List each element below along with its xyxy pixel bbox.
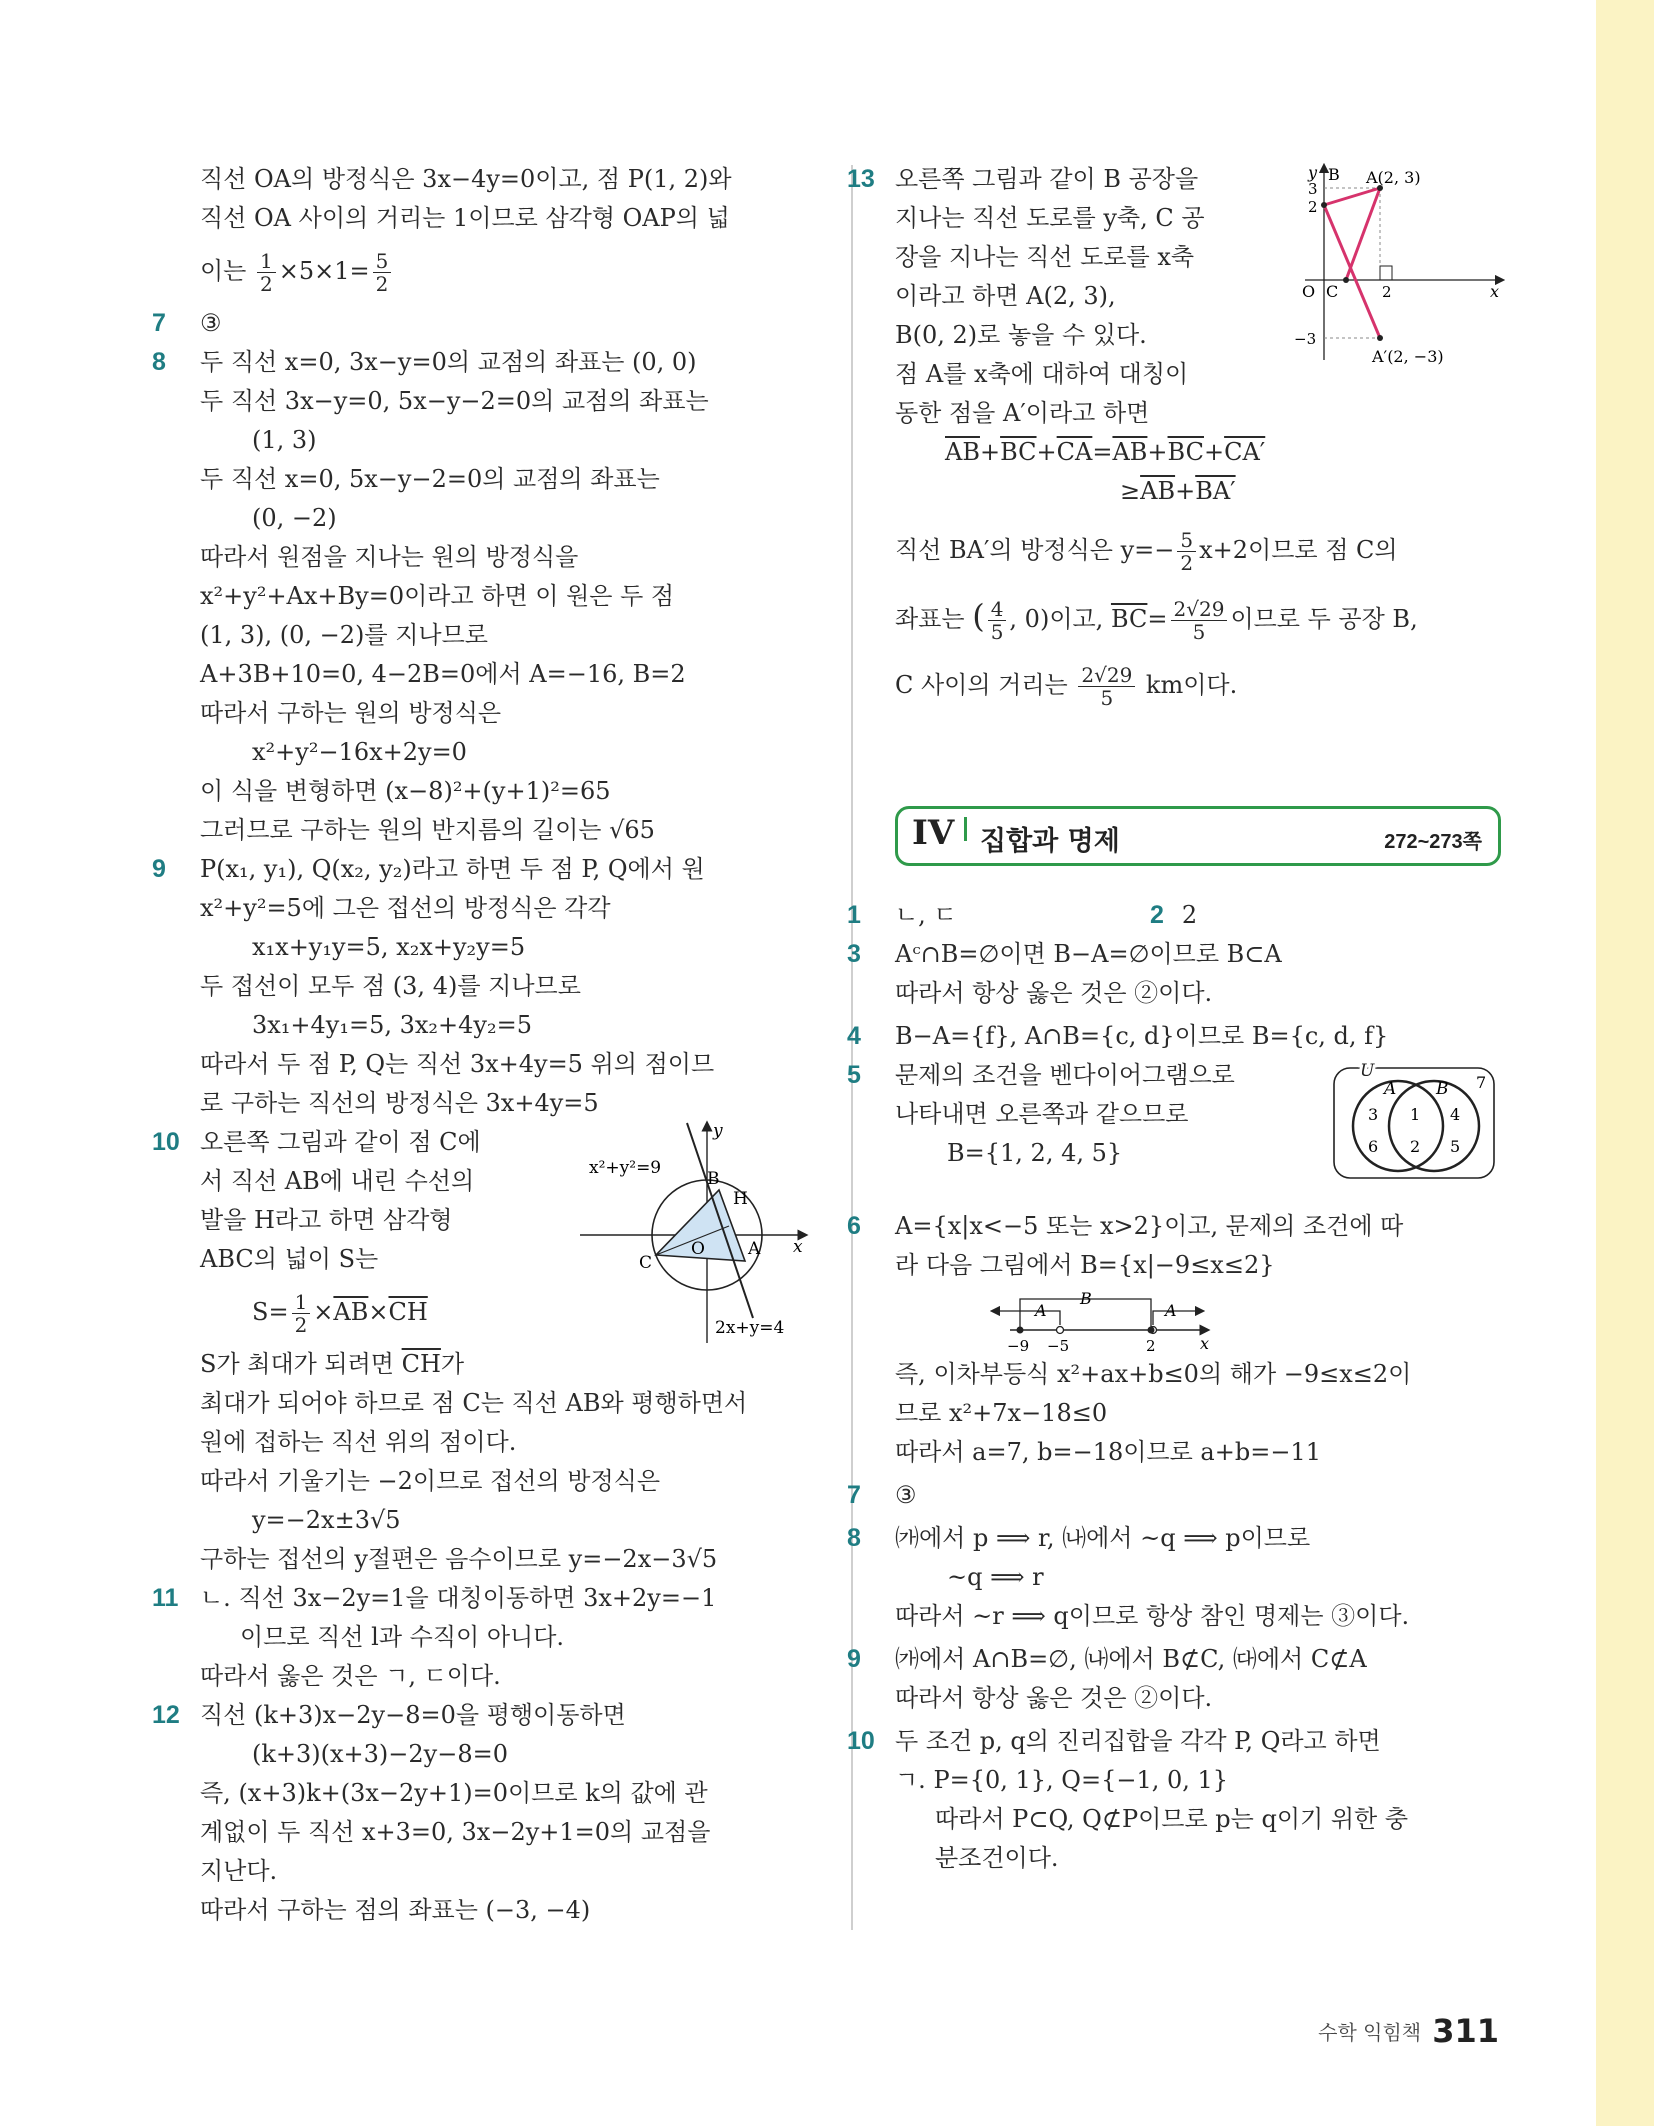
solution-text: x+2이므로 점 C의: [1199, 536, 1398, 564]
solution-line: (1, 3): [252, 426, 317, 454]
problem-number: 3: [847, 940, 861, 968]
solution-line: 원에 접하는 직선 위의 점이다.: [200, 1428, 517, 1456]
segment: $\overline{BC}$: [1167, 438, 1204, 466]
operator: +: [1147, 438, 1168, 466]
solution-line: 발을 H라고 하면 삼각형: [200, 1206, 453, 1234]
solution-line: 두 직선 x=0, 3x−y=0의 교점의 좌표는 (0, 0): [200, 348, 697, 376]
answer-s8: [847, 1519, 1505, 1636]
solution-line: B={1, 2, 4, 5}: [947, 1139, 1123, 1167]
label-a: A: [1165, 1301, 1177, 1320]
solution-line: 문제의 조건을 벤다이어그램으로: [895, 1061, 1235, 1089]
solution-line: B−A={f}, A∩B={c, d}이므로 B={c, d, f}: [895, 1022, 1389, 1050]
solution-line: 두 직선 3x−y=0, 5x−y−2=0의 교점의 좌표는: [200, 387, 709, 415]
open-point: [1057, 1327, 1064, 1334]
solution-text: 좌표는: [895, 605, 965, 633]
solution-line: 오른쪽 그림과 같이 점 C에: [200, 1128, 481, 1156]
segment: $\overline{BC}$: [1000, 438, 1037, 466]
point-b: [1321, 202, 1327, 208]
closed-point: [1017, 1327, 1024, 1334]
factory-road-figure: [1290, 160, 1510, 375]
numerator: 2√29: [1078, 664, 1135, 687]
problem-number: 10: [152, 1128, 180, 1156]
venn-element: 5: [1450, 1137, 1461, 1156]
axis-label-y: y: [1308, 163, 1318, 182]
denominator: 5: [1192, 620, 1206, 644]
set-b-circle: [1389, 1081, 1479, 1171]
condition-text: S가 최대가 되려면: [200, 1350, 402, 1378]
fraction: [292, 1291, 311, 1336]
answer-s4: [847, 1017, 1505, 1056]
solution-line: [895, 652, 1505, 718]
problem-number: 11: [152, 1584, 179, 1612]
tick-label: 2: [1308, 198, 1318, 216]
problem-number: 7: [847, 1481, 861, 1509]
intro-line: 직선 OA의 방정식은 3x−4y=0이고, 점 P(1, 2)와: [200, 165, 732, 193]
point-label-a: A: [748, 1239, 761, 1259]
section-header: [895, 806, 1501, 866]
book-title: 수학 익힘책: [1318, 2020, 1422, 2045]
solution-line: 따라서 옳은 것은 ㄱ, ㄷ이다.: [200, 1662, 501, 1690]
solution-line: 3x₁+4y₁=5, 3x₂+4y₂=5: [252, 1011, 532, 1039]
solution-line: (1, 3), (0, −2)를 지나므로: [200, 621, 488, 649]
solution-line: A+3B+10=0, 4−2B=0에서 A=−16, B=2: [200, 660, 686, 688]
solution-line: ABC의 넓이 S는: [200, 1245, 379, 1273]
solution-line: 로 구하는 직선의 방정식은 3x+4y=5: [200, 1089, 599, 1117]
solution-line: 지난다.: [200, 1857, 278, 1885]
answer-11: [152, 1579, 810, 1696]
point-label-h: H: [733, 1189, 748, 1209]
solution-line: 따라서 ~r ⟹ q이므로 항상 참인 명제는 ③이다.: [895, 1602, 1410, 1630]
solution-line: x₁x+y₁y=5, x₂x+y₂y=5: [252, 933, 526, 961]
solution-line: 따라서 a=7, b=−18이므로 a+b=−11: [895, 1438, 1321, 1466]
fraction: [373, 250, 392, 295]
solution-text: , 0)이고,: [1009, 605, 1104, 633]
operator: =: [1092, 438, 1113, 466]
solution-line: 계없이 두 직선 x+3=0, 3x−2y+1=0의 교점을: [200, 1818, 711, 1846]
venn-element: 1: [1410, 1105, 1421, 1124]
origin-label: O: [1302, 282, 1316, 301]
point-label-o: O: [691, 1239, 705, 1259]
segment: $\overline{BC}$: [1110, 605, 1148, 633]
solution-line: 지나는 직선 도로를 y축, C 공: [895, 204, 1205, 232]
operator: +: [1036, 438, 1057, 466]
answer-8: [152, 343, 810, 850]
tick-label: 2: [1146, 1337, 1156, 1355]
operator: +: [1203, 438, 1225, 466]
solution-line: 직선 (k+3)x−2y−8=0을 평행이동하면: [200, 1701, 626, 1729]
solution-line: 따라서 구하는 원의 방정식은: [200, 699, 502, 727]
solution-line: 즉, (x+3)k+(3x−2y+1)=0이므로 k의 값에 관: [200, 1779, 708, 1807]
solution-line: 이므로 직선 l과 수직이 아니다.: [240, 1623, 565, 1651]
answer-s9: [847, 1640, 1505, 1718]
problem-number: 7: [152, 309, 166, 337]
fraction: [988, 598, 1007, 643]
label-b: B: [1080, 1289, 1092, 1308]
venn-element: 4: [1450, 1105, 1461, 1124]
solution-text: km이다.: [1138, 671, 1238, 699]
problem-number: 8: [847, 1524, 861, 1552]
right-angle-mark: [1380, 266, 1392, 280]
denominator: 5: [990, 620, 1004, 644]
numerator: 1: [292, 1291, 311, 1314]
segment-ch: $\overline{CH}$: [401, 1350, 441, 1378]
solution-line: ㈎에서 A∩B=∅, ㈏에서 B⊄C, ㈐에서 C⊄A: [895, 1645, 1367, 1673]
solution-line: 두 직선 x=0, 5x−y−2=0의 교점의 좌표는: [200, 465, 660, 493]
solution-line: Aᶜ∩B=∅이면 B−A=∅이므로 B⊂A: [895, 940, 1282, 968]
tick-label: −9: [1007, 1337, 1030, 1355]
segment: $\overline{CA}$: [1056, 438, 1093, 466]
point-a-prime: [1377, 335, 1383, 341]
problem-number: 13: [847, 165, 875, 193]
solution-line: B(0, 2)로 놓을 수 있다.: [895, 321, 1147, 349]
solution-line: 점 A를 x축에 대하여 대칭이: [895, 360, 1189, 388]
segment-equation: [895, 433, 1505, 472]
solution-line: [200, 1345, 810, 1384]
answer-text: ③: [200, 309, 222, 337]
problem-number: 12: [152, 1701, 180, 1729]
solution-line: [895, 517, 1505, 583]
venn-element: 7: [1476, 1073, 1487, 1092]
answer-text: ③: [895, 1481, 917, 1509]
right-column-bottom: [847, 896, 1505, 1878]
numerator: 5: [1177, 529, 1196, 552]
closed-point: [1148, 1327, 1155, 1334]
problem-number: 9: [847, 1645, 861, 1673]
answer-s3: [847, 935, 1505, 1013]
answer-s5: [847, 1056, 1505, 1173]
formula-text: ×: [368, 1298, 389, 1326]
point-c: [1343, 277, 1349, 283]
section-pages: 272~273쪽: [1384, 831, 1482, 853]
solution-line: 따라서 구하는 점의 좌표는 (−3, −4): [200, 1896, 591, 1924]
problem-number: 8: [152, 348, 166, 376]
fraction: [257, 250, 276, 295]
venn-element: 3: [1368, 1105, 1379, 1124]
venn-element: 6: [1368, 1137, 1379, 1156]
page-number: 311: [1432, 2012, 1499, 2050]
label-a: A: [1035, 1301, 1047, 1320]
page-footer: [1318, 2012, 1499, 2050]
problem-number: 5: [847, 1061, 861, 1089]
problem-number: 6: [847, 1212, 861, 1240]
denominator: 5: [1100, 686, 1114, 710]
formula-text: S=: [252, 1298, 289, 1326]
solution-line: 동한 점을 A′이라고 하면: [895, 399, 1150, 427]
answer-s7: [847, 1476, 1505, 1515]
solution-line: 분조건이다.: [935, 1844, 1059, 1872]
segment: $\overline{AB}$: [1112, 438, 1148, 466]
solution-line: 서 직선 AB에 내린 수선의: [200, 1167, 475, 1195]
answer-text: ㄴ, ㄷ: [895, 901, 957, 929]
numerator: 1: [257, 250, 276, 273]
solution-line: 라 다음 그림에서 B={x|−9≤x≤2}: [895, 1251, 1275, 1279]
tick-label: −3: [1294, 330, 1317, 348]
problem-number: 4: [847, 1022, 861, 1050]
denominator: 2: [1180, 551, 1194, 575]
intro-expression: ×5×1=: [278, 257, 370, 285]
side-color-strip: [1596, 0, 1654, 2126]
axis-label-x: x: [1490, 282, 1500, 301]
numerator: 5: [373, 250, 392, 273]
tick-label: 2: [1382, 283, 1392, 301]
solution-line: (k+3)(x+3)−2y−8=0: [252, 1740, 508, 1768]
operator: ≥: [1120, 477, 1141, 505]
axis-label-y: y: [713, 1121, 723, 1141]
condition-text: 가: [440, 1350, 465, 1378]
point-label-b: B: [1328, 165, 1340, 184]
solution-line: x²+y²=5에 그은 접선의 방정식은 각각: [200, 894, 611, 922]
axis-label-x: x: [793, 1237, 803, 1257]
segment: BA′: [1195, 477, 1236, 505]
solution-text: C 사이의 거리는: [895, 671, 1068, 699]
denominator: 2: [375, 272, 389, 296]
numerator: 4: [988, 598, 1007, 621]
solution-line: 이 식을 변형하면 (x−8)²+(y+1)²=65: [200, 777, 611, 805]
paren: (: [972, 597, 985, 635]
intro-line: 직선 OA 사이의 거리는 1이므로 삼각형 OAP의 넓: [200, 204, 730, 232]
solution-line: 따라서 항상 옳은 것은 ②이다.: [895, 979, 1213, 1007]
label-a: A: [1384, 1079, 1397, 1099]
solution-line: 그러므로 구하는 원의 반지름의 길이는 √65: [200, 816, 655, 844]
segment-ch: $\overline{CH}$: [388, 1298, 428, 1326]
operator: +: [1175, 477, 1196, 505]
solution-line: x²+y²−16x+2y=0: [252, 738, 467, 766]
left-column: [152, 160, 810, 1930]
segment: CA′: [1224, 438, 1266, 466]
solution-line: 두 조건 p, q의 진리집합을 각각 P, Q라고 하면: [895, 1727, 1381, 1755]
denominator: 2: [294, 1313, 308, 1337]
axis-label-x: x: [1200, 1334, 1210, 1353]
point-label-b: B: [707, 1169, 720, 1189]
segment-ba-prime: [1324, 205, 1380, 338]
solution-line: 오른쪽 그림과 같이 B 공장을: [895, 165, 1199, 193]
problem-number: 1: [847, 901, 861, 929]
solution-line: 즉, 이차부등식 x²+ax+b≤0의 해가 −9≤x≤2이: [895, 1360, 1412, 1388]
solution-line: 므로 x²+7x−18≤0: [895, 1399, 1108, 1427]
solution-line: 따라서 기울기는 −2이므로 접선의 방정식은: [200, 1467, 661, 1495]
problem-number: 10: [847, 1727, 875, 1755]
solution-line: 따라서 항상 옳은 것은 ②이다.: [895, 1684, 1213, 1712]
fraction: [1171, 598, 1228, 643]
fraction: [1078, 664, 1135, 709]
solution-line: 나타내면 오른쪽과 같으므로: [895, 1100, 1189, 1128]
problem-number: 9: [152, 855, 166, 883]
answer-12: [152, 1696, 810, 1930]
set-a-left-ray: [995, 1311, 1060, 1325]
intro-area-line: [200, 238, 810, 304]
set-a-circle: [1353, 1081, 1443, 1171]
solution-line: 장을 지나는 직선 도로를 x축: [895, 243, 1195, 271]
solution-line: A={x|x<−5 또는 x>2}이고, 문제의 조건에 따: [895, 1212, 1404, 1240]
line-equation: 2x+y=4: [715, 1318, 785, 1338]
segment-inequality: [895, 472, 1505, 511]
operator: =: [1147, 605, 1168, 633]
fraction: [1177, 529, 1196, 574]
solution-text: 이므로 두 공장 B,: [1230, 605, 1418, 633]
tick-label: 3: [1308, 180, 1318, 198]
solution-line: 따라서 두 점 P, Q는 직선 3x+4y=5 위의 점이므: [200, 1050, 715, 1078]
number-line-figure: [895, 1285, 1505, 1355]
problem-number: 2: [1150, 901, 1164, 929]
solution-line: 이라고 하면 A(2, 3),: [895, 282, 1116, 310]
tick-label: −5: [1047, 1337, 1070, 1355]
section-title: 집합과 명제: [980, 826, 1120, 857]
intro-text: 이는: [200, 257, 247, 285]
numerator: 2√29: [1171, 598, 1228, 621]
answer-s10: [847, 1722, 1505, 1878]
solution-line: [895, 583, 1505, 652]
solution-line: y=−2x±3√5: [252, 1506, 401, 1534]
point-label-a: A(2, 3): [1366, 168, 1421, 187]
solution-line: (0, −2): [252, 504, 337, 532]
answer-text: 2: [1181, 901, 1198, 929]
solution-line: 따라서 P⊂Q, Q⊄P이므로 p는 q이기 위한 충: [935, 1805, 1409, 1833]
solution-line: ㄴ. 직선 3x−2y=1을 대칭이동하면 3x+2y=−1: [200, 1584, 717, 1612]
answer-9: [152, 850, 810, 1123]
venn-element: 2: [1410, 1137, 1421, 1156]
solution-line: ㄱ. P={0, 1}, Q={−1, 0, 1}: [895, 1766, 1229, 1794]
answer-13: [847, 160, 1505, 718]
operator: +: [979, 438, 1001, 466]
answer-10: [152, 1121, 810, 1579]
formula-text: ×: [313, 1298, 334, 1326]
answer-7: [152, 304, 810, 343]
section-divider: [964, 817, 967, 841]
solution-line: 구하는 접선의 y절편은 음수이므로 y=−2x−3√5: [200, 1545, 718, 1573]
denominator: 2: [260, 272, 273, 296]
point-label-c: C: [639, 1253, 653, 1273]
solution-line: P(x₁, y₁), Q(x₂, y₂)라고 하면 두 점 P, Q에서 원: [200, 855, 705, 883]
solution-line: 두 접선이 모두 점 (3, 4)를 지나므로: [200, 972, 581, 1000]
circle-triangle-figure: [575, 1118, 815, 1348]
point-label-c: C: [1326, 282, 1339, 301]
segment: $\overline{AB}$: [945, 438, 980, 466]
answers-1-2: [847, 896, 1505, 935]
segment-ab: $\overline{AB}$: [333, 1298, 369, 1326]
segment-ba: [1324, 188, 1380, 205]
solution-line: ㈎에서 p ⟹ r, ㈏에서 ~q ⟹ p이므로: [895, 1524, 1311, 1552]
solution-line: 최대가 되어야 하므로 점 C는 직선 AB와 평행하면서: [200, 1389, 748, 1417]
section-number: IV: [912, 813, 955, 853]
circle-equation: x²+y²=9: [589, 1158, 662, 1178]
label-u: U: [1360, 1061, 1375, 1081]
answer-s6: [847, 1207, 1505, 1472]
solution-line: x²+y²+Ax+By=0이라고 하면 이 원은 두 점: [200, 582, 675, 610]
point-label-a-prime: A′(2, −3): [1372, 347, 1444, 366]
right-column-top: [847, 160, 1505, 718]
label-b: B: [1436, 1079, 1449, 1099]
venn-diagram: [1330, 1058, 1500, 1183]
solution-line: ~q ⟹ r: [947, 1563, 1044, 1591]
segment: $\overline{AB}$: [1140, 477, 1176, 505]
solution-line: 따라서 원점을 지나는 원의 방정식을: [200, 543, 579, 571]
solution-text: 직선 BA′의 방정식은 y=−: [895, 536, 1175, 564]
